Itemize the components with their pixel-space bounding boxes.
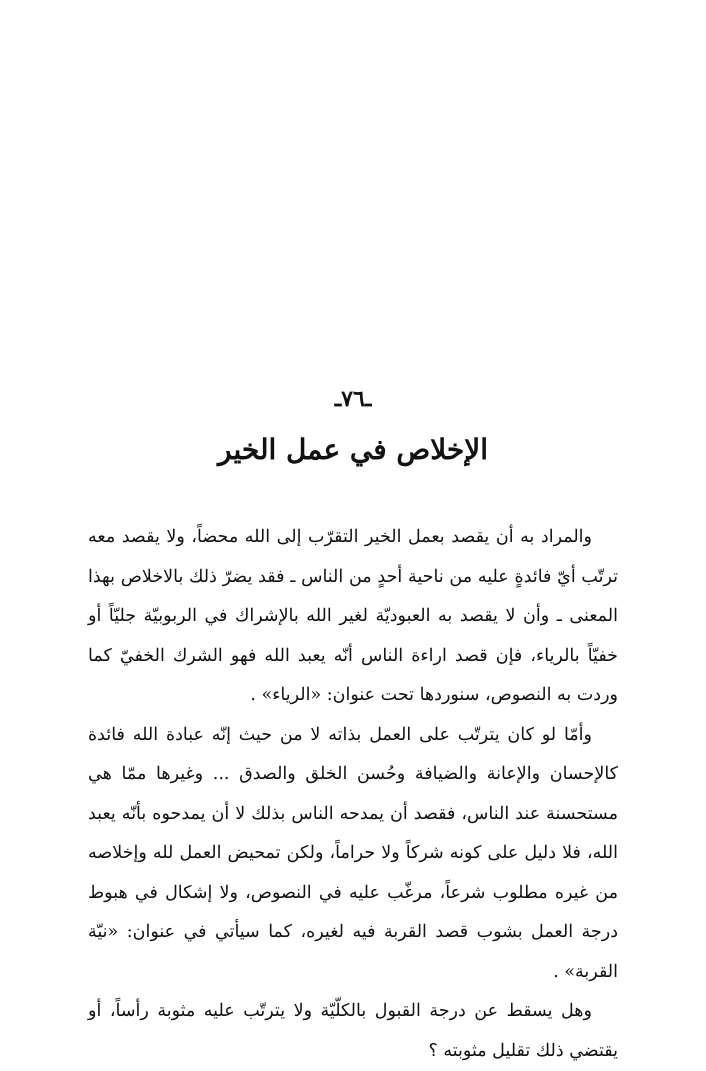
section-number: ـ٧٦ـ — [334, 386, 372, 412]
paragraph: والمراد به أن يقصد بعمل الخير التقرّب إلى الله محضاً، ولا يقصد معه ترتّب أيّ فائدةٍ عليه من ناحية أحدٍ من الناس ـ فقد يضرّ ذلك بالاخلاص بهذا المعنى ـ وأن لا يقصد به العبوديّة لغير الله بالإشراك في الربوبيّة جليّاً أو خفيّاً بالرياء، فإن قصد اراءة الناس أنّه يعبد الله فهو الشرك الخفيّ كما وردت به النصوص، سنوردها تحت عنوان: «الرياء» . — [88, 527, 618, 705]
section-title: الإخلاص في عمل الخير — [218, 433, 488, 466]
paragraph: وأمّا لو كان يترتّب على العمل بذاته لا من حيث إنّه عبادة الله فائدة كالإحسان والإعانة والضيافة وحُسن الخلق والصدق ... وغيرها ممّا هي مستحسنة عند الناس، فقصد أن يمدحه الناس بذلك لا أن يمدحوه بأنّه يعبد الله، فلا دليل على كونه شركاً ولا حراماً، ولكن تمحيض العمل لله وإخلاصه من غيره مطلوب شرعاً، مرغّب عليه في النصوص، ولا إشكال في هبوط درجة العمل بشوب قصد القربة فيه لغيره، كما سيأتي في عنوان: «نيّة القربة» . — [88, 724, 618, 982]
body-text — [88, 518, 618, 1071]
paragraph: وهل يسقط عن درجة القبول بالكلّيّة ولا يترتّب عليه مثوبة رأساً، أو يقتضي ذلك تقليل مثوبته ؟ — [88, 1001, 618, 1061]
